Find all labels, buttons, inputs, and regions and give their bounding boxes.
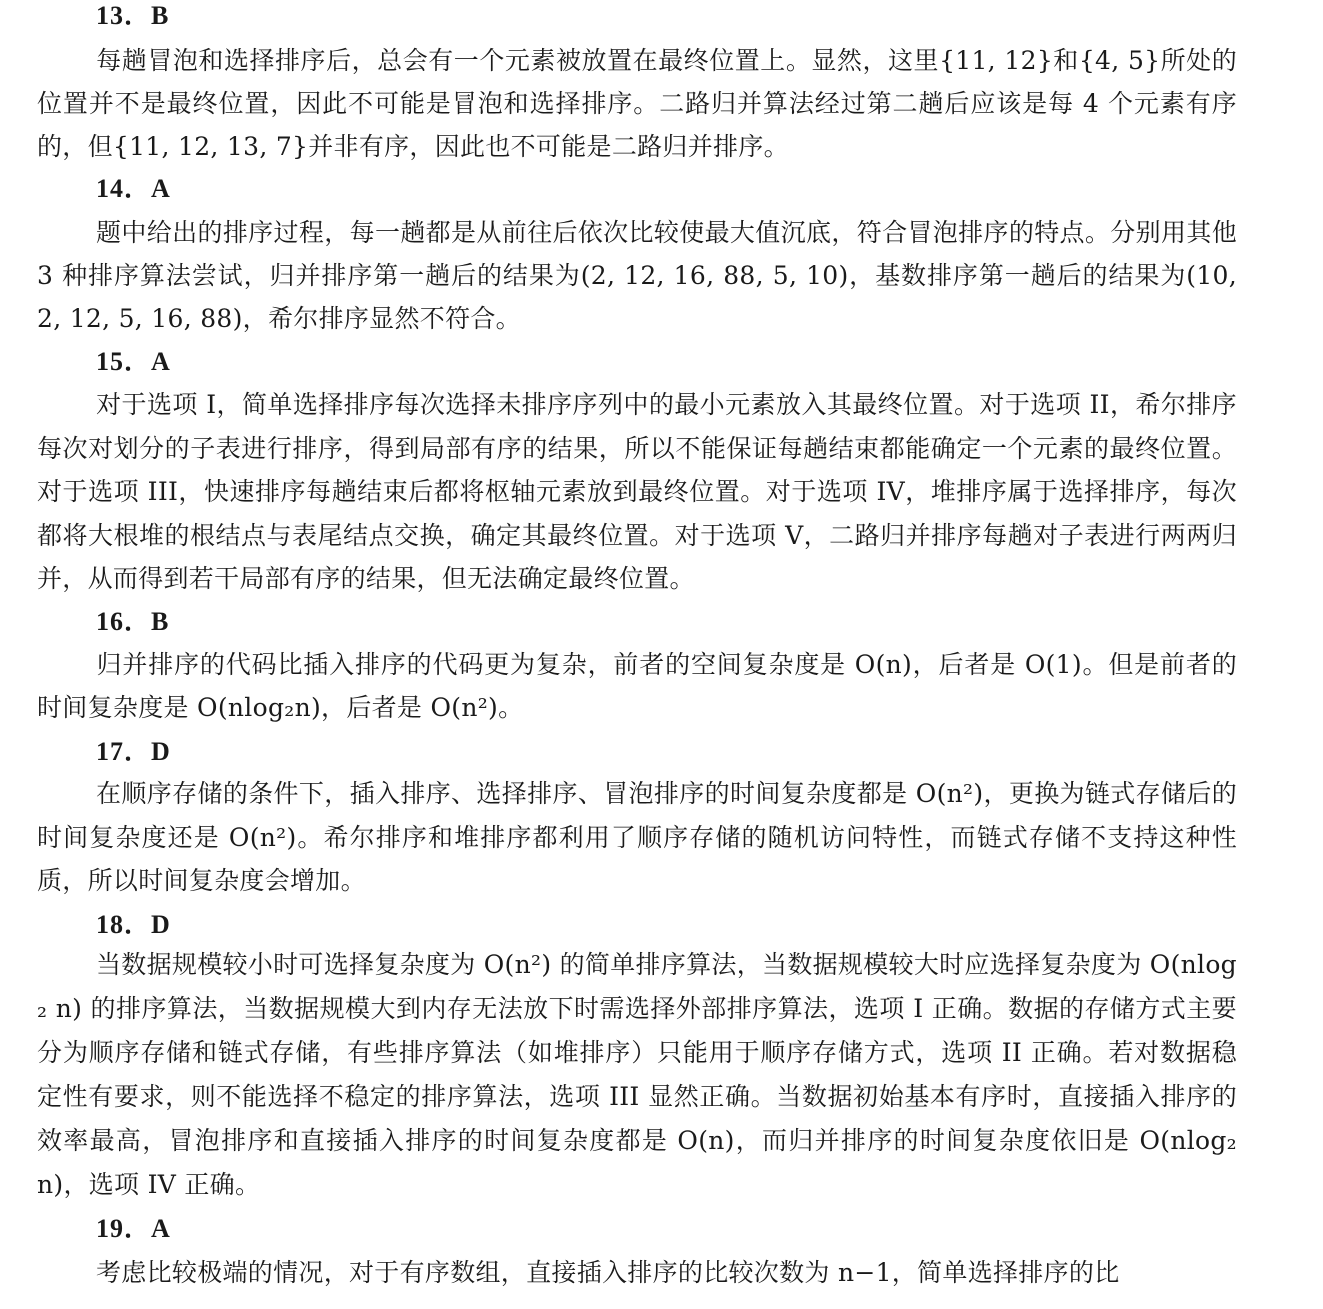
- answer-header-18: 18．D: [96, 910, 171, 939]
- explanation-17: [37, 772, 1237, 903]
- answer-header-13: 13．B: [96, 1, 170, 30]
- explanation-18-text: 当数据规模较小时可选择复杂度为 O(n²) 的简单排序算法，当数据规模较大时应选择复杂度为 O(nlog₂ n) 的排序算法，当数据规模大到内存无法放下时需选择外部排序算法，选项 I 正确。数据的存储方式主要分为顺序存储和链式存储，有些排序算法（如堆排序）只能用于顺序存储方式，选项 II 正确。若对数据稳定性有要求，则不能选择不稳定的排序算法，选项 III 显然正确。当数据初始基本有序时，直接插入排序的效率最高，冒泡排序和直接插入排序的时间复杂度都是 O(n)，而归并排序的时间复杂度依旧是 O(nlog₂ n)，选项 IV 正确。: [37, 950, 1237, 1199]
- answer-header-16: 16．B: [96, 607, 170, 636]
- explanation-19: [37, 1251, 1237, 1294]
- explanation-18: [37, 943, 1237, 1207]
- explanation-14-text: 题中给出的排序过程，每一趟都是从前往后依次比较使最大值沉底，符合冒泡排序的特点。分别用其他 3 种排序算法尝试，归并排序第一趟后的结果为(2, 12, 16, 88, 5, 10)，基数排序第一趟后的结果为(10, 2, 12, 5, 16, 88)，希尔排序显然不符合。: [37, 218, 1237, 333]
- explanation-13: [37, 39, 1237, 168]
- explanation-16-text: 归并排序的代码比插入排序的代码更为复杂，前者的空间复杂度是 O(n)，后者是 O(1)。但是前者的时间复杂度是 O(nlog₂n)，后者是 O(n²)。: [37, 650, 1237, 722]
- explanation-19-text: 考虑比较极端的情况，对于有序数组，直接插入排序的比较次数为 n−1，简单选择排序的比: [96, 1258, 1120, 1287]
- explanation-15: [37, 383, 1237, 601]
- answer-header-14: 14．A: [96, 174, 171, 203]
- explanation-17-text: 在顺序存储的条件下，插入排序、选择排序、冒泡排序的时间复杂度都是 O(n²)，更换为链式存储后的时间复杂度还是 O(n²)。希尔排序和堆排序都利用了顺序存储的随机访问特性，而链式存储不支持这种性质，所以时间复杂度会增加。: [37, 779, 1237, 895]
- answer-header-15: 15．A: [96, 347, 171, 376]
- explanation-14: [37, 211, 1237, 340]
- answer-header-17: 17．D: [96, 737, 171, 766]
- explanation-13-text: 每趟冒泡和选择排序后，总会有一个元素被放置在最终位置上。显然，这里{11, 12}和{4, 5}所处的位置并不是最终位置，因此不可能是冒泡和选择排序。二路归并算法经过第二趟后应该是每 4 个元素有序的，但{11, 12, 13, 7}并非有序，因此也不可能是二路归并排序。: [37, 46, 1237, 161]
- explanation-15-text: 对于选项 I，简单选择排序每次选择未排序序列中的最小元素放入其最终位置。对于选项 II，希尔排序每次对划分的子表进行排序，得到局部有序的结果，所以不能保证每趟结束都能确定一个元素的最终位置。对于选项 III，快速排序每趟结束后都将枢轴元素放到最终位置。对于选项 IV，堆排序属于选择排序，每次都将大根堆的根结点与表尾结点交换，确定其最终位置。对于选项 V，二路归并排序每趟对子表进行两两归并，从而得到若干局部有序的结果，但无法确定最终位置。: [37, 390, 1237, 593]
- answer-header-19: 19．A: [96, 1214, 171, 1243]
- explanation-16: [37, 643, 1237, 729]
